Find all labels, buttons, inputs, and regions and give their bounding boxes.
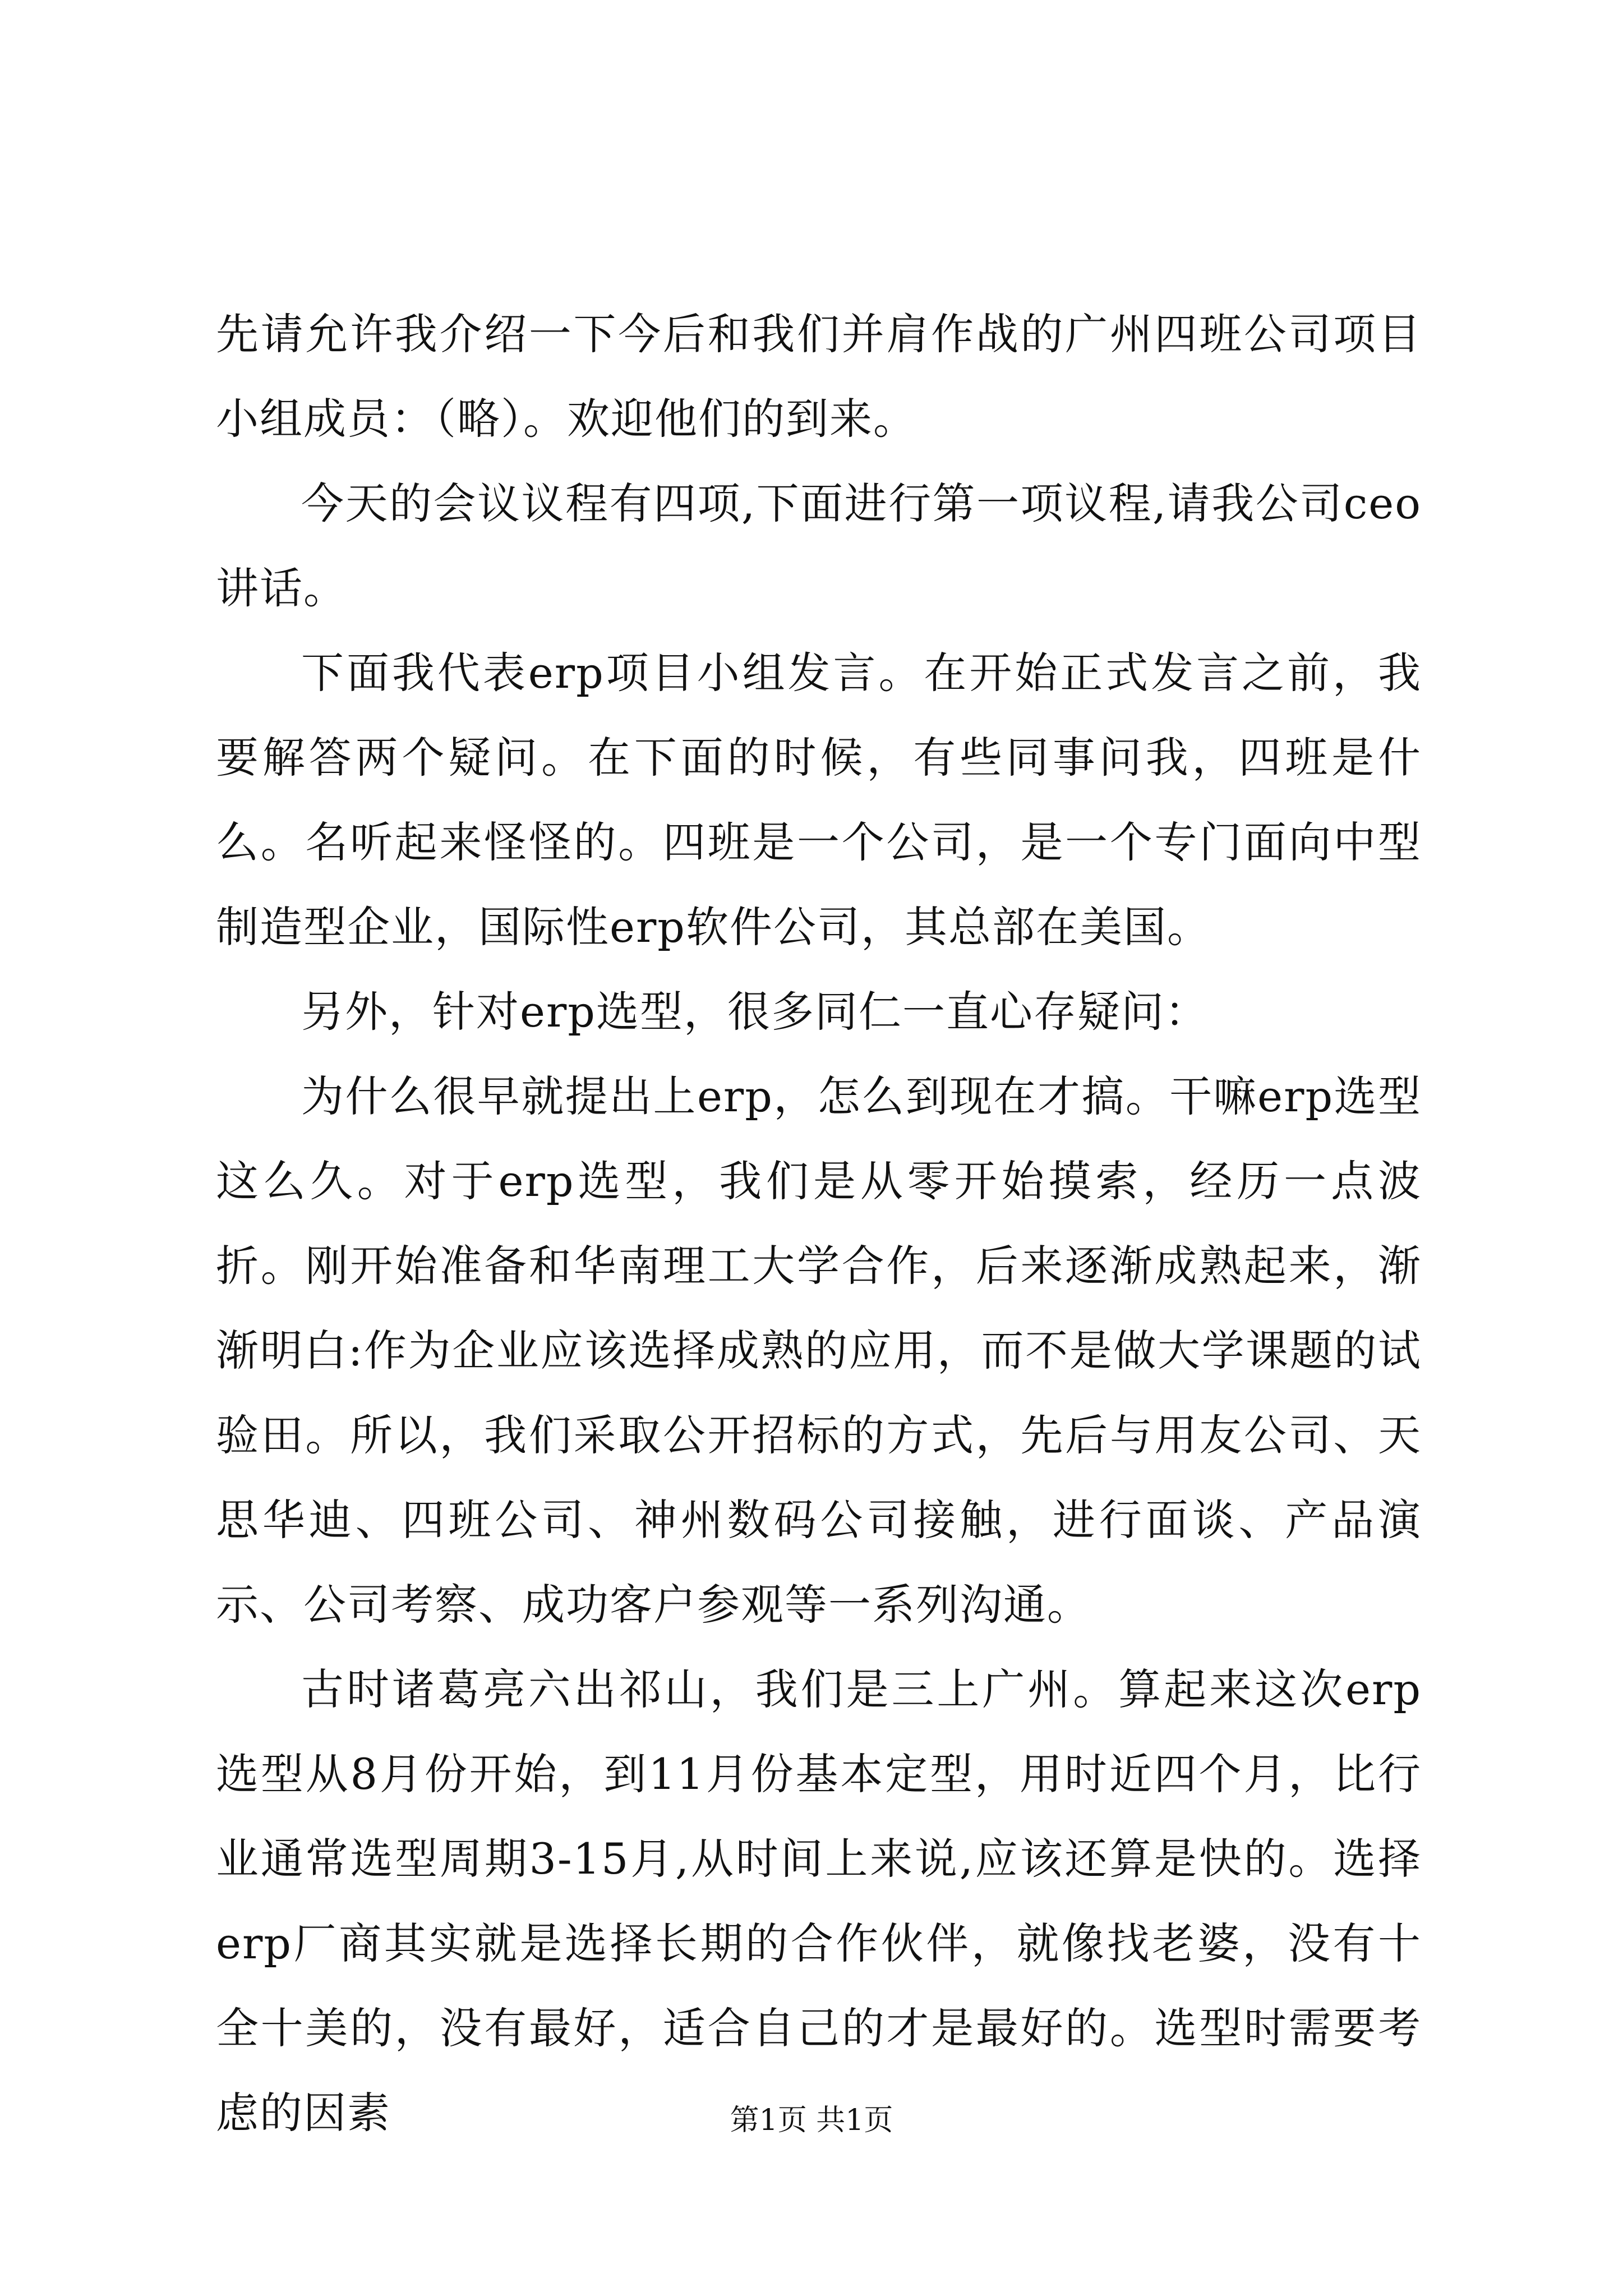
- paragraph-agenda: 今天的会议议程有四项,下面进行第一项议程,请我公司ceo讲话。: [216, 478, 1422, 613]
- paragraph-selection-history: 为什么很早就提出上erp，怎么到现在才搞。干嘛erp选型这么久。对于erp选型，我们是从零开始摸索，经历一点波折。刚开始准备和华南理工大学合作，后来逐渐成熟起来，渐渐明白:作为企业应该选择成熟的应用，而不是做大学课题的试验田。所以，我们采取公开招标的方式，先后与用友公司、天思华迪、四班公司、神州数码公司接触，进行面谈、产品演示、公司考察、成功客户参观等一系列沟通。: [216, 1071, 1422, 1630]
- paragraph-speech: 下面我代表erp项目小组发言。在开始正式发言之前，我要解答两个疑问。在下面的时候，有些同事问我，四班是什么。名听起来怪怪的。四班是一个公司，是一个专门面向中型制造型企业，国际性erp软件公司，其总部在美国。: [216, 648, 1422, 952]
- document-body: [216, 292, 1422, 2155]
- page-footer: 第1页 共1页: [730, 2104, 893, 2137]
- paragraph-intro: 先请允许我介绍一下今后和我们并肩作战的广州四班公司项目小组成员：（略）。欢迎他们的到来。: [216, 309, 1422, 444]
- paragraph-selection-timeline: 古时诸葛亮六出祁山，我们是三上广州。算起来这次erp选型从8月份开始，到11月份基本定型，用时近四个月，比行业通常选型周期3-15月,从时间上来说,应该还算是快的。选择erp厂商其实就是选择长期的合作伙伴，就像找老婆，没有十全十美的，没有最好，适合自己的才是最好的。选型时需要考虑的因素: [216, 1664, 1422, 2138]
- paragraph-question: 另外，针对erp选型，很多同仁一直心存疑问：: [301, 987, 1209, 1037]
